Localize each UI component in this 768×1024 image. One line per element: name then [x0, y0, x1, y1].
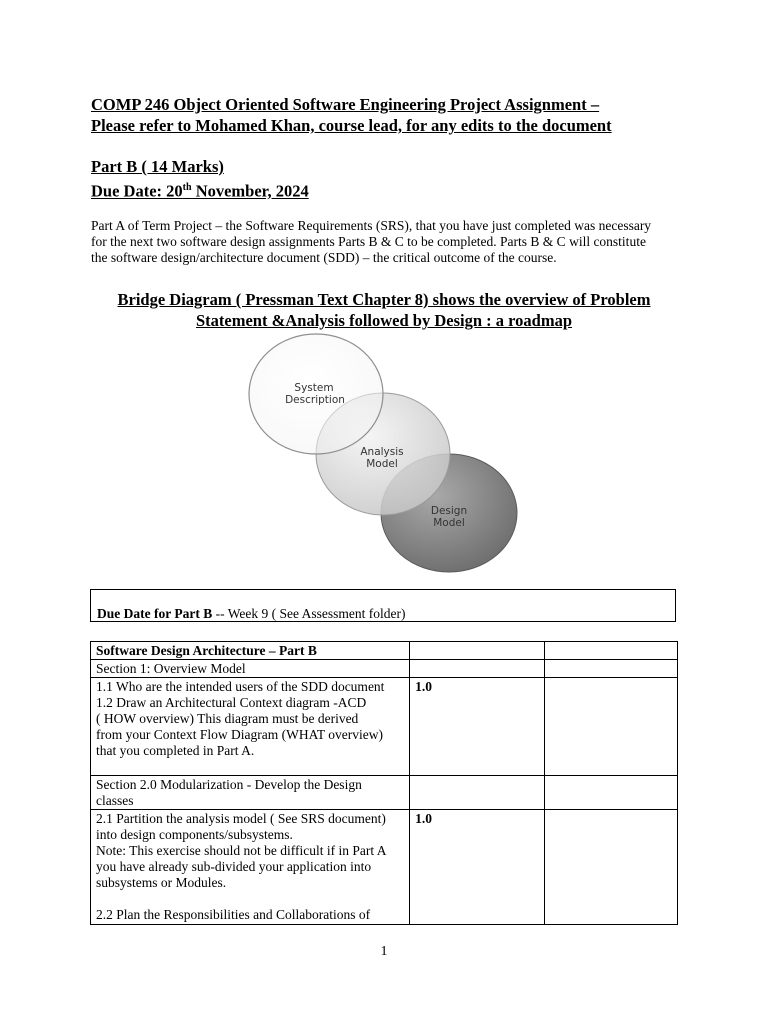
table-cell-empty	[410, 776, 544, 810]
section-1-marks: 1.0	[410, 678, 544, 776]
bridge-title-line: Bridge Diagram ( Pressman Text Chapter 8) shows the overview of Problem	[117, 290, 651, 309]
table-cell-empty	[544, 660, 677, 678]
section-2-line: Note: This exercise should not be difficult if in Part A	[96, 843, 387, 858]
part-heading: Part B ( 14 Marks)	[91, 157, 224, 176]
due-date-box-label: Due Date for Part B	[97, 606, 216, 621]
table-row	[91, 678, 678, 776]
design-model-label-2: Model	[433, 517, 465, 529]
assignment-title-line-2: Please refer to Mohamed Khan, course lead, for any edits to the document	[91, 116, 612, 135]
due-date-heading	[91, 177, 711, 202]
due-date-box-text	[97, 606, 405, 622]
section-1-line: 1.1 Who are the intended users of the SDD document	[96, 679, 385, 694]
table-cell-empty	[410, 660, 544, 678]
section-2-title-line: Section 2.0 Modularization - Develop the Design	[96, 777, 362, 792]
section-1-line: ( HOW overview) This diagram must be derived	[96, 711, 359, 726]
due-date-box	[90, 589, 676, 622]
design-model-label-1: Design	[430, 505, 468, 517]
analysis-model-label-2: Model	[366, 458, 398, 470]
bridge-diagram-title	[90, 289, 678, 331]
section-2-line: subsystems or Modules.	[96, 875, 227, 890]
table-cell-empty	[544, 776, 677, 810]
intro-line: for the next two software design assignments Parts B & C to be completed. Parts B & C will constitute	[91, 234, 646, 249]
section-2-title-line: classes	[96, 793, 134, 808]
intro-line: the software design/architecture document (SDD) – the critical outcome of the course.	[91, 250, 557, 265]
table-cell-empty	[410, 642, 544, 660]
section-2-line: into design components/subsystems.	[96, 827, 293, 842]
table-row	[91, 776, 678, 810]
table-cell-empty	[544, 810, 677, 925]
section-1-content	[91, 678, 410, 776]
section-1-line: from your Context Flow Diagram (WHAT overview)	[96, 727, 383, 742]
section-2-line: 2.1 Partition the analysis model ( See SRS document)	[96, 811, 386, 826]
table-cell-empty	[544, 642, 677, 660]
table-cell-empty	[544, 678, 677, 776]
system-description-label-1: System	[294, 382, 334, 394]
section-1-line: that you completed in Part A.	[96, 743, 255, 758]
section-2-line	[96, 891, 404, 907]
section-1-line: 1.2 Draw an Architectural Context diagram -ACD	[96, 695, 367, 710]
table-row	[91, 660, 678, 678]
section-2-content	[91, 810, 410, 925]
bridge-title-line: Statement &Analysis followed by Design : a roadmap	[196, 311, 572, 330]
section-2-line: 2.2 Plan the Responsibilities and Collaborations of	[96, 907, 371, 922]
design-architecture-table	[90, 641, 678, 925]
due-date-superscript: th	[182, 182, 192, 193]
table-row	[91, 810, 678, 925]
table-heading-cell: Software Design Architecture – Part B	[91, 642, 410, 660]
due-date-suffix: November, 2024	[191, 181, 309, 201]
section-1-title: Section 1: Overview Model	[91, 660, 410, 678]
section-2-line: you have already sub-divided your application into	[96, 859, 372, 874]
section-2-title	[91, 776, 410, 810]
intro-paragraph	[91, 218, 691, 266]
system-description-label-2: Description	[285, 394, 345, 406]
bridge-diagram-svg	[240, 332, 530, 574]
assignment-title-line-1: COMP 246 Object Oriented Software Engineering Project Assignment –	[91, 95, 600, 114]
bridge-diagram	[240, 332, 530, 574]
section-2-marks: 1.0	[410, 810, 544, 925]
table-row	[91, 642, 678, 660]
intro-line: Part A of Term Project – the Software Requirements (SRS), that you have just completed was necessary	[91, 218, 652, 233]
due-date-prefix: Due Date: 20	[91, 181, 183, 201]
analysis-model-label-1: Analysis	[360, 446, 404, 458]
due-date-box-value: -- Week 9 ( See Assessment folder)	[215, 606, 406, 621]
page-number: 1	[380, 944, 388, 959]
